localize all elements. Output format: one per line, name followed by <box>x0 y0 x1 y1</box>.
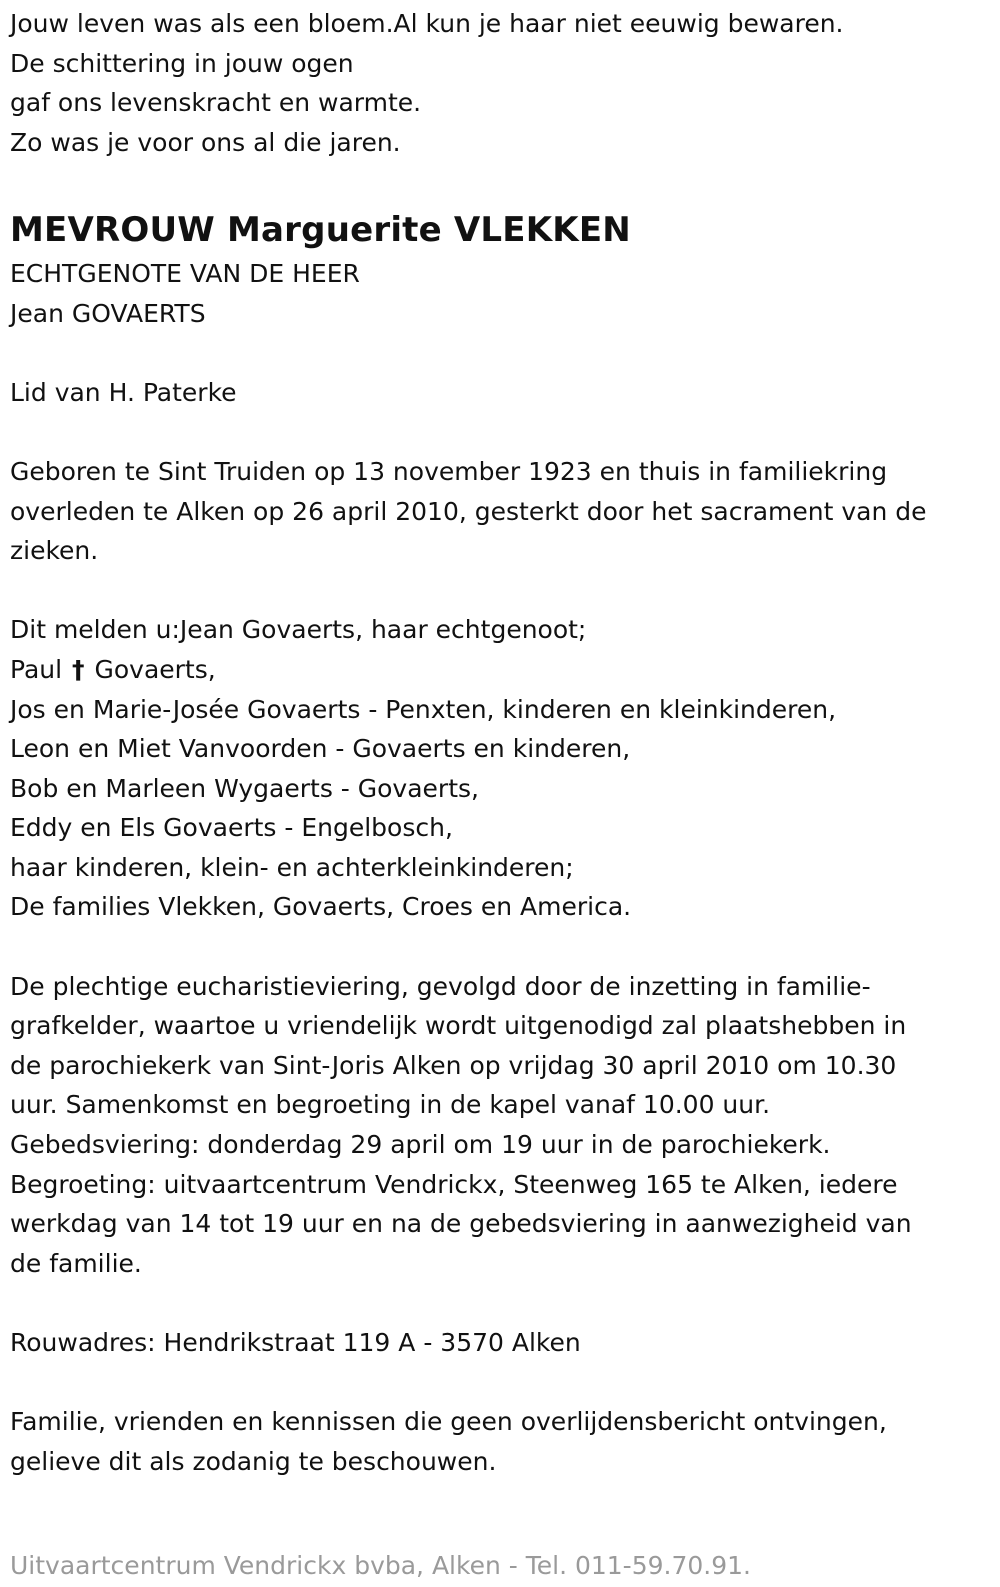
mourning-address: Rouwadres: Hendrikstraat 119 A - 3570 Alken <box>10 1328 581 1357</box>
paragraph-line: De plechtige eucharistieviering, gevolgd door de inzetting in familie- <box>10 971 871 1001</box>
paragraph-line: gelieve dit als zodanig te beschouwen. <box>10 1446 497 1476</box>
poem-line: Zo was je voor ons al die jaren. <box>10 127 401 157</box>
announcement-paul <box>10 650 990 690</box>
paragraph-line: Familie, vrienden en kennissen die geen overlijdensbericht ontvingen, <box>10 1407 887 1437</box>
cross-icon: † <box>72 654 85 684</box>
family-line: Leon en Miet Vanvoorden - Govaerts en kinderen, <box>10 734 631 764</box>
deceased-header <box>10 204 990 333</box>
announcement <box>10 610 990 927</box>
family-line: Jos en Marie-Josée Govaerts - Penxten, kinderen en kleinkinderen, <box>10 694 837 724</box>
spacer <box>10 1363 990 1403</box>
membership: Lid van H. Paterke <box>10 377 237 407</box>
funeral-home-footer: Uitvaartcentrum Vendrickx bvba, Alken - Tel. 011-59.70.91. <box>10 1550 751 1580</box>
spacer <box>10 412 990 452</box>
paragraph-line: de familie. <box>10 1248 142 1278</box>
poem-line: De schittering in jouw ogen <box>10 48 354 78</box>
poem <box>10 4 990 162</box>
spacer <box>10 333 990 373</box>
birth-death-paragraph <box>10 452 990 571</box>
paragraph-line: de parochiekerk van Sint-Joris Alken op vrijdag 30 april 2010 om 10.30 <box>10 1050 897 1080</box>
spacer <box>10 1283 990 1323</box>
paragraph-line: werkdag van 14 tot 19 uur en na de gebedsviering in aanwezigheid van <box>10 1209 912 1239</box>
paragraph-line: overleden te Alken op 26 april 2010, gesterkt door het sacrament van de <box>10 496 927 526</box>
announcement-intro: Dit melden u:Jean Govaerts, haar echtgenoot; <box>10 615 587 645</box>
poem-line: gaf ons levenskracht en warmte. <box>10 88 422 118</box>
family-line: Bob en Marleen Wygaerts - Govaerts, <box>10 773 479 803</box>
paul-first-name: Paul <box>10 654 63 684</box>
poem-line: Jouw leven was als een bloem.Al kun je haar niet eeuwig bewaren. <box>10 9 844 38</box>
paragraph-line: Begroeting: uitvaartcentrum Vendrickx, Steenweg 165 te Alken, iedere <box>10 1169 898 1199</box>
ceremony-paragraph <box>10 967 990 1284</box>
spacer <box>10 927 990 967</box>
family-line: De families Vlekken, Govaerts, Croes en America. <box>10 892 632 922</box>
spacer <box>10 162 990 202</box>
deceased-name: MEVROUW Marguerite VLEKKEN <box>10 209 631 250</box>
paragraph-line: zieken. <box>10 536 99 566</box>
spouse-name: Jean GOVAERTS <box>10 298 206 328</box>
family-line: Eddy en Els Govaerts - Engelbosch, <box>10 813 453 843</box>
paragraph-line: Gebedsviering: donderdag 29 april om 19 uur in de parochiekerk. <box>10 1130 831 1160</box>
notice-paragraph <box>10 1402 990 1481</box>
paragraph-line: grafkelder, waartoe u vriendelijk wordt uitgenodigd zal plaatshebben in <box>10 1011 907 1041</box>
spacer <box>10 571 990 611</box>
relation-label: ECHTGENOTE VAN DE HEER <box>10 258 360 288</box>
paragraph-line: Geboren te Sint Truiden op 13 november 1923 en thuis in familiekring <box>10 456 888 486</box>
family-line: haar kinderen, klein- en achterkleinkinderen; <box>10 852 574 882</box>
paul-last-name: Govaerts, <box>94 654 216 684</box>
spacer <box>10 1481 990 1521</box>
paragraph-line: uur. Samenkomst en begroeting in de kapel vanaf 10.00 uur. <box>10 1090 771 1120</box>
